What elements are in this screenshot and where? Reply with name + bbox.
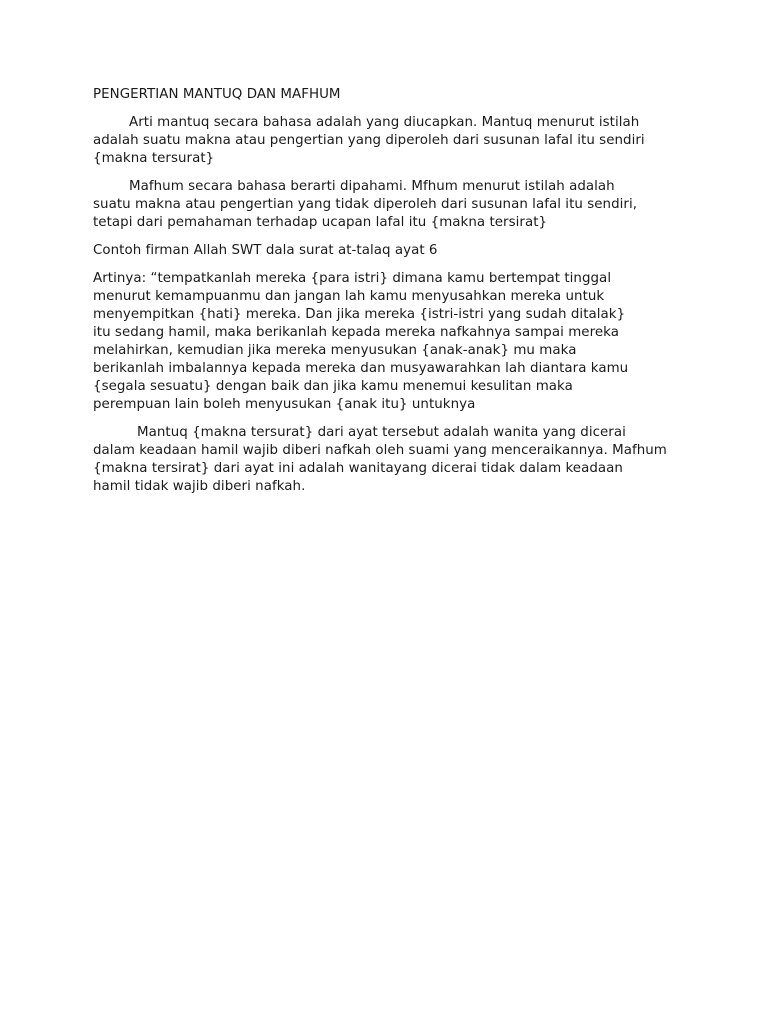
paragraph-mantuq-definition: Arti mantuq secara bahasa adalah yang diucapkan. Mantuq menurut istilah adalah suatu makna atau pengertian yang diperoleh dari susunan lafal itu sendiri {makna tersurat} <box>93 115 645 166</box>
document-body <box>93 86 683 506</box>
paragraph-example-heading: Contoh firman Allah SWT dala surat at-talaq ayat 6 <box>93 243 438 258</box>
document-title: PENGERTIAN MANTUQ DAN MAFHUM <box>93 87 341 102</box>
paragraph-mafhum-definition: Mafhum secara bahasa berarti dipahami. Mfhum menurut istilah adalah suatu makna atau pengertian yang tidak diperoleh dari susunan lafal itu sendiri, tetapi dari pemahaman terhadap ucapan lafal itu {makna tersirat} <box>93 179 638 230</box>
paragraph-verse-translation: Artinya: “tempatkanlah mereka {para istri} dimana kamu bertempat tinggal menurut kemampuanmu dan jangan lah kamu menyusahkan mereka untuk menyempitkan {hati} mereka. Dan jika mereka {istri-istri yang sudah ditalak} itu sedang hamil, maka berikanlah kepada mereka nafkahnya sampai mereka melahirkan, kemudian jika mereka menyusukan {anak-anak} mu maka berikanlah imbalannya kepada mereka dan musyawarahkan lah diantara kamu {segala sesuatu} dengan baik dan jika kamu menemui kesulitan maka perempuan lain boleh menyusukan {anak itu} untuknya <box>93 271 629 412</box>
paragraph-conclusion: Mantuq {makna tersurat} dari ayat tersebut adalah wanita yang dicerai dalam keadaan hamil wajib diberi nafkah oleh suami yang menceraikannya. Mafhum {makna tersirat} dari ayat ini adalah wanitayang dicerai tidak dalam keadaan hamil tidak wajib diberi nafkah. <box>93 425 667 494</box>
